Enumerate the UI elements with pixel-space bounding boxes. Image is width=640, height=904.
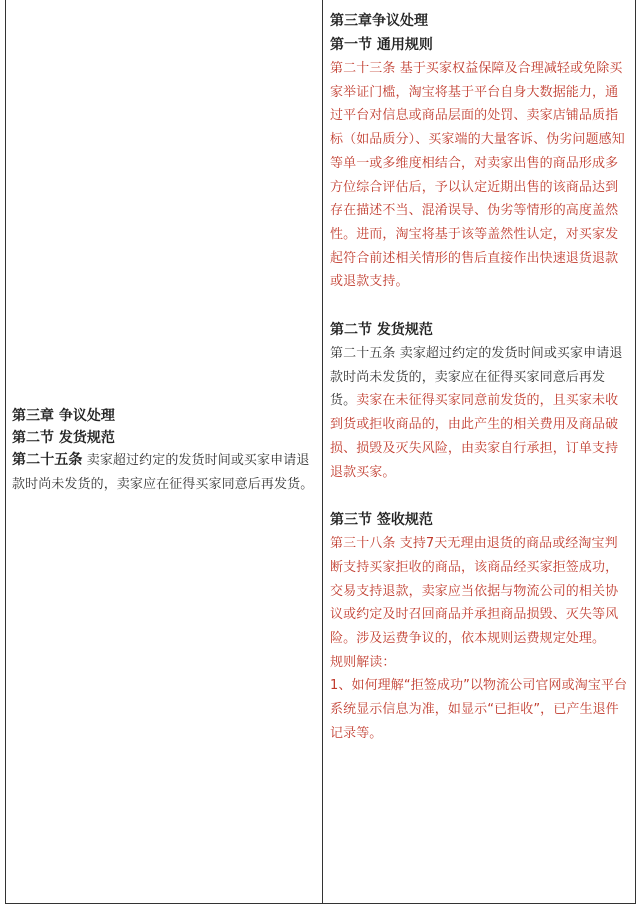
section3-article-38: 第三十八条 支持7天无理由退货的商品或经淘宝判断支持买家拒收的商品，该商品经买家拒签成功，交易支持退款，卖家应当依据与物流公司的相关协议或约定及时召回商品并承担商品损毁、灭失等风险。涉及运费争议的，依本规则运费规定处理。 — [330, 536, 619, 647]
spacer — [330, 294, 630, 318]
right-column-revised-rule — [323, 0, 635, 903]
section2-article-25 — [330, 342, 630, 484]
interpretation-label: 规则解读： — [330, 654, 396, 670]
revised-rule-block — [330, 9, 630, 746]
rules-comparison-table — [5, 0, 636, 904]
section2-heading: 第二节 发货规范 — [330, 322, 433, 339]
section2-text-added: 卖家在未征得买家同意前发货的，且买家未收到货或拒收商品的，由此产生的相关费用及商品破损、损毁及灭失风险，由卖家自行承担，订单支持退款买家。 — [330, 393, 619, 480]
left-column-original-rule — [6, 0, 323, 903]
spacer — [330, 484, 630, 508]
left-article-number: 第二十五条 — [12, 452, 83, 468]
left-article-25 — [12, 449, 316, 496]
original-rule-block — [12, 405, 316, 496]
section3-heading: 第三节 签收规范 — [330, 512, 433, 529]
left-chapter-heading: 第三章 争议处理 — [12, 408, 115, 424]
section1-heading: 第一节 通用规则 — [330, 37, 433, 53]
left-article-text: 卖家超过约定的发货时间或买家申请退款时尚未发货的，卖家应在征得买家同意后再发货。 — [12, 453, 314, 492]
right-chapter-heading: 第三章争议处理 — [330, 13, 428, 29]
interpretation-text: 1、如何理解“拒签成功”以物流公司官网或淘宝平台系统显示信息为准，如显示“已拒收”，已产生退件记录等。 — [330, 678, 628, 741]
left-section-heading: 第二节 发货规范 — [12, 430, 115, 446]
section2-text-unchanged: 第二十五条 卖家超过约定的发货时间或买家申请退款时尚未发货的，卖家应在征得买家同意后再发货。 — [330, 346, 623, 409]
section1-article-23: 第二十三条 基于买家权益保障及合理减轻或免除买家举证门槛，淘宝将基于平台自身大数据能力，通过平台对信息或商品层面的处罚、卖家店铺品质指标（如品质分）、买家端的大量客诉、伪劣问题感知等单一或多维度相结合，对卖家出售的商品形成多方位综合评估后，予以认定近期出售的该商品达到存在描述不当、混淆误导、伪劣等情形的高度盖然性。进而，淘宝将基于该等盖然性认定，对买家发起符合前述相关情形的售后直接作出快速退货退款或退款支持。 — [330, 61, 625, 290]
